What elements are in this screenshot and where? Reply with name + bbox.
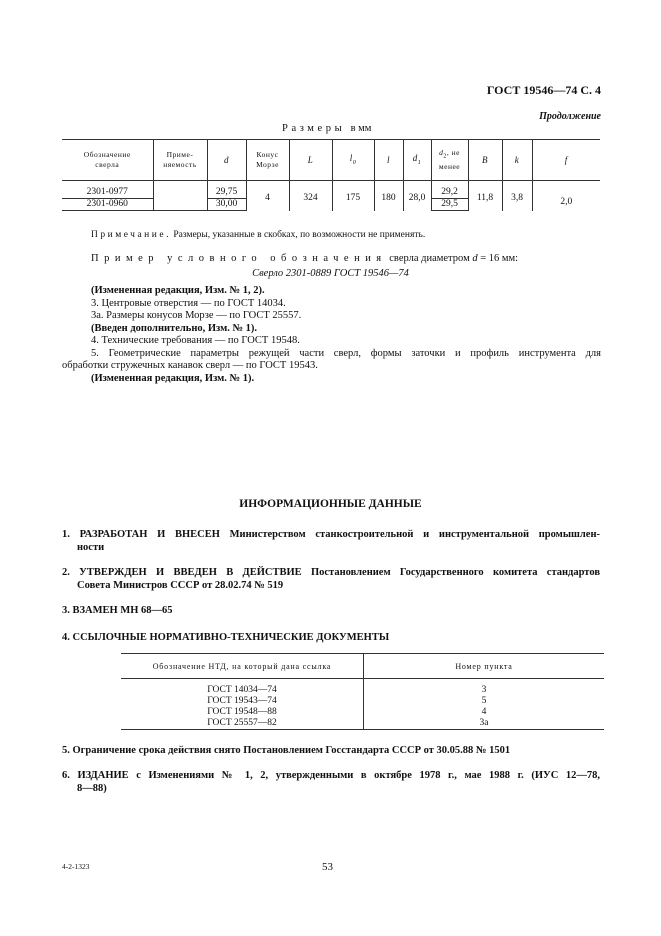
cell-item-number: 3а: [364, 718, 605, 730]
cell-designation: 2301-0977: [62, 187, 153, 199]
cell-d2: 29,2: [431, 187, 468, 199]
cell-item-number: 5: [364, 696, 605, 707]
info-item-line: 2. УТВЕРЖДЕН И ВВЕДЕН В ДЕЙСТВИЕ Постановлением Государственного комитета стандартов: [62, 567, 600, 578]
info-section-title: ИНФОРМАЦИОННЫЕ ДАННЫЕ: [239, 498, 422, 510]
cell-l0: 175: [332, 187, 374, 211]
header-l: l: [374, 140, 403, 181]
table-row: [62, 187, 600, 199]
cell-designation: 2301-0960: [62, 199, 153, 211]
example-label: Пример условного обозначения: [91, 253, 387, 264]
info-item-line: 8—88): [77, 783, 107, 794]
cell-doc: ГОСТ 19548—88: [207, 707, 277, 717]
header-l0: $l_0$: [332, 140, 374, 181]
dimensions-header-row: [62, 140, 600, 181]
cell-item-number: 3: [364, 679, 605, 697]
cell-applicability: [153, 187, 207, 199]
info-item-line: ности: [77, 542, 105, 553]
header-f: f: [532, 140, 600, 181]
header-L: L: [289, 140, 332, 181]
sizes-caption-unit: в мм: [350, 123, 372, 134]
table-row: [121, 707, 604, 718]
cell-doc: ГОСТ 19543—74: [207, 696, 277, 706]
references-table: [121, 653, 604, 730]
cell-doc: ГОСТ 14034—74: [207, 685, 277, 695]
cell-applicability: [153, 199, 207, 211]
running-header: ГОСТ 19546—74 С. 4: [486, 83, 601, 97]
cell-d2: 29,5: [431, 199, 468, 211]
paragraph-line: 3. Центровые отверстия — по ГОСТ 14034.: [91, 297, 286, 309]
paragraph-line: 3а. Размеры конусов Морзе — по ГОСТ 25557.: [91, 310, 302, 321]
example-var: d: [472, 253, 478, 264]
cell-item-number: 4: [364, 707, 605, 718]
header-morse: Конус Морзе: [246, 140, 289, 181]
info-item-line: Совета Министров СССР от 28.02.74 № 519: [77, 580, 284, 591]
info-item-approved: [62, 566, 600, 592]
info-item-validity: 5. Ограничение срока действия снято Постановлением Госстандарта СССР от 30.05.88 № 1501: [62, 745, 511, 756]
example-text-pre: сверла диаметром: [389, 253, 470, 264]
header-d2: $d_2$, не менее: [431, 140, 468, 181]
page-number: 53: [322, 861, 333, 873]
info-item-line: 6. ИЗДАНИЕ с Изменениями № 1, 2, утвержденными в октябре 1978 г., мае 1988 г. (ИУС 12—78,: [62, 770, 600, 781]
cell-f: 2,0: [532, 187, 600, 211]
cell-morse: 4: [246, 187, 289, 211]
note-text: Размеры, указанные в скобках, по возможности не применять.: [173, 230, 426, 240]
info-item-line: 1. РАЗРАБОТАН И ВНЕСЕН Министерством станкостроительной и инструментальной промышлен-: [62, 529, 600, 540]
references-header-row: [121, 654, 604, 679]
cell-doc: ГОСТ 25557—82: [121, 718, 364, 730]
example-designation: Сверло 2301-0889 ГОСТ 19546—74: [252, 268, 409, 279]
info-item-replaces: 3. ВЗАМЕН МН 68—65: [62, 605, 173, 616]
cell-d1: 28,0: [403, 187, 431, 211]
table-note: [91, 230, 425, 240]
info-item-references: 4. ССЫЛОЧНЫЕ НОРМАТИВНО-ТЕХНИЧЕСКИЕ ДОКУМЕНТЫ: [62, 632, 390, 643]
cell-d: 29,75: [207, 187, 246, 199]
example-text-post: = 16 мм:: [480, 253, 519, 264]
paragraph-line: 4. Технические требования — по ГОСТ 19548.: [91, 335, 300, 346]
designation-example: [91, 253, 518, 264]
cell-L: 324: [289, 187, 332, 211]
cell-B: 11,8: [468, 187, 502, 211]
paragraph-line: обработки стружечных канавок сверл — по ГОСТ 19543.: [62, 360, 318, 371]
paragraph-line: 5. Геометрические параметры режущей части сверл, формы заточки и профиль инструмента для: [91, 347, 601, 359]
table-row: [121, 718, 604, 730]
print-code: 4-2-1323: [62, 862, 90, 871]
info-item-developed: [62, 528, 600, 554]
info-item-edition: [62, 769, 600, 795]
sizes-caption-word: Размеры: [282, 123, 346, 134]
paragraph-line: (Измененная редакция, Изм. № 1, 2).: [91, 285, 265, 296]
header-designation: Обозначение сверла: [62, 140, 153, 181]
sizes-caption: [282, 123, 371, 134]
cell-l: 180: [374, 187, 403, 211]
continuation-label: Продолжение: [539, 111, 601, 122]
header-item-number: Номер пункта: [364, 654, 605, 679]
cell-k: 3,8: [502, 187, 532, 211]
header-B: B: [468, 140, 502, 181]
paragraph-line: (Введен дополнительно, Изм. № 1).: [91, 322, 258, 334]
table-row: [121, 696, 604, 707]
note-label: Примечание.: [91, 230, 171, 240]
dimensions-table: [62, 139, 600, 211]
table-row: [121, 679, 604, 697]
header-d: d: [207, 140, 246, 181]
requirements-paragraphs: [62, 285, 601, 385]
header-doc: Обозначение НТД, на который дана ссылка: [121, 654, 364, 679]
cell-d: 30,00: [207, 199, 246, 211]
header-k: k: [502, 140, 532, 181]
header-applicability: Приме- няемость: [153, 140, 207, 181]
header-d1: $d_1$: [403, 140, 431, 181]
paragraph-line: (Измененная редакция, Изм. № 1).: [91, 372, 255, 384]
